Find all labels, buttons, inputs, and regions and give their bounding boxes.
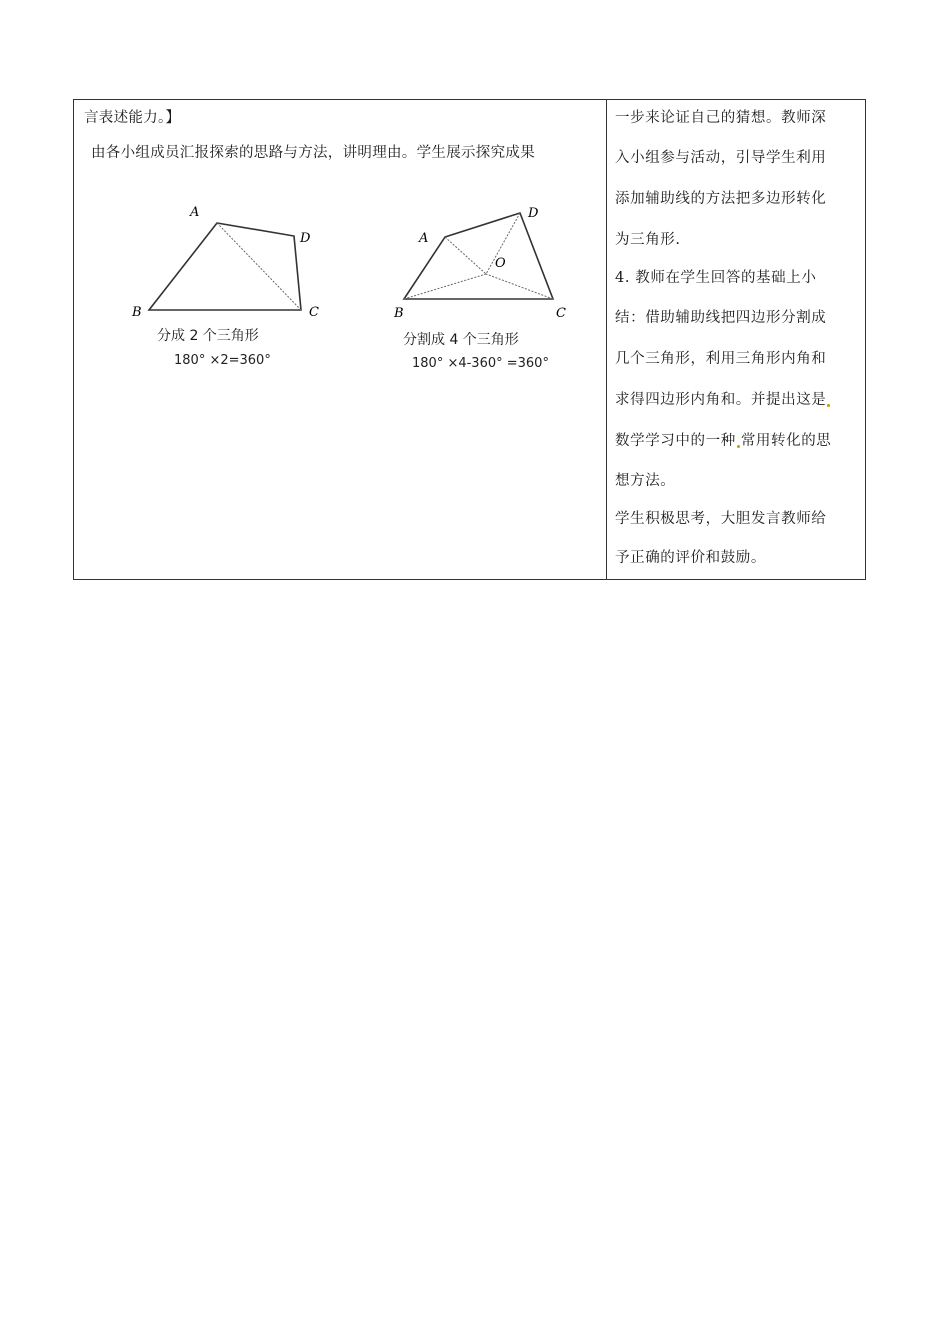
right-text-line-9a: 数学学习中的一种 — [615, 433, 736, 449]
right-text-line-7: 几个三角形，利用三角形内角和 — [615, 351, 827, 367]
figure2-formula: 180° ×4-360° =360° — [412, 356, 549, 371]
vertex-label-d: D — [300, 231, 311, 246]
vertex-label-b: B — [394, 306, 404, 321]
right-text-line-10: 想方法。 — [615, 473, 676, 489]
right-text-line-8 — [615, 388, 831, 409]
lesson-table — [73, 99, 866, 580]
highlight-dot — [827, 404, 830, 407]
left-text-line-2: 由各小组成员汇报探索的思路与方法，讲明理由。学生展示探究成果 — [91, 145, 535, 161]
right-text-line-6: 结：借助辅助线把四边形分割成 — [615, 310, 827, 326]
figure-two-triangles — [124, 198, 334, 328]
vertex-label-d: D — [528, 206, 539, 221]
figure2-caption: 分割成 4 个三角形 — [403, 332, 519, 348]
right-text-line-11: 学生积极思考，大胆发言教师给 — [615, 511, 827, 527]
vertex-label-b: B — [132, 305, 142, 320]
right-text-line-1: 一步来论证自己的猜想。教师深 — [615, 110, 827, 126]
vertex-label-a: A — [419, 231, 429, 246]
right-text-line-4: 为三角形. — [615, 232, 681, 248]
vertex-label-o: O — [495, 256, 506, 271]
vertex-label-c: C — [556, 306, 566, 321]
right-text-line-5: 4. 教师在学生回答的基础上小 — [615, 270, 817, 286]
right-cell — [607, 100, 865, 579]
left-text-line-1: 言表述能力。】 — [84, 110, 181, 126]
left-cell — [74, 100, 607, 579]
figure1-formula: 180° ×2=360° — [174, 353, 271, 368]
right-text-line-12: 予正确的评价和鼓励。 — [615, 550, 766, 566]
right-text-line-3: 添加辅助线的方法把多边形转化 — [615, 191, 827, 207]
figure1-caption: 分成 2 个三角形 — [157, 328, 259, 344]
figure-four-triangles — [389, 198, 589, 328]
right-text-line-9 — [615, 429, 831, 450]
vertex-label-c: C — [309, 305, 319, 320]
right-text-line-8-text: 求得四边形内角和。并提出这是 — [615, 392, 827, 408]
highlight-dot — [737, 445, 740, 448]
right-text-line-2: 入小组参与活动，引导学生利用 — [615, 150, 827, 166]
right-text-line-9b: 常用转化的思 — [740, 433, 832, 449]
vertex-label-a: A — [190, 205, 200, 220]
